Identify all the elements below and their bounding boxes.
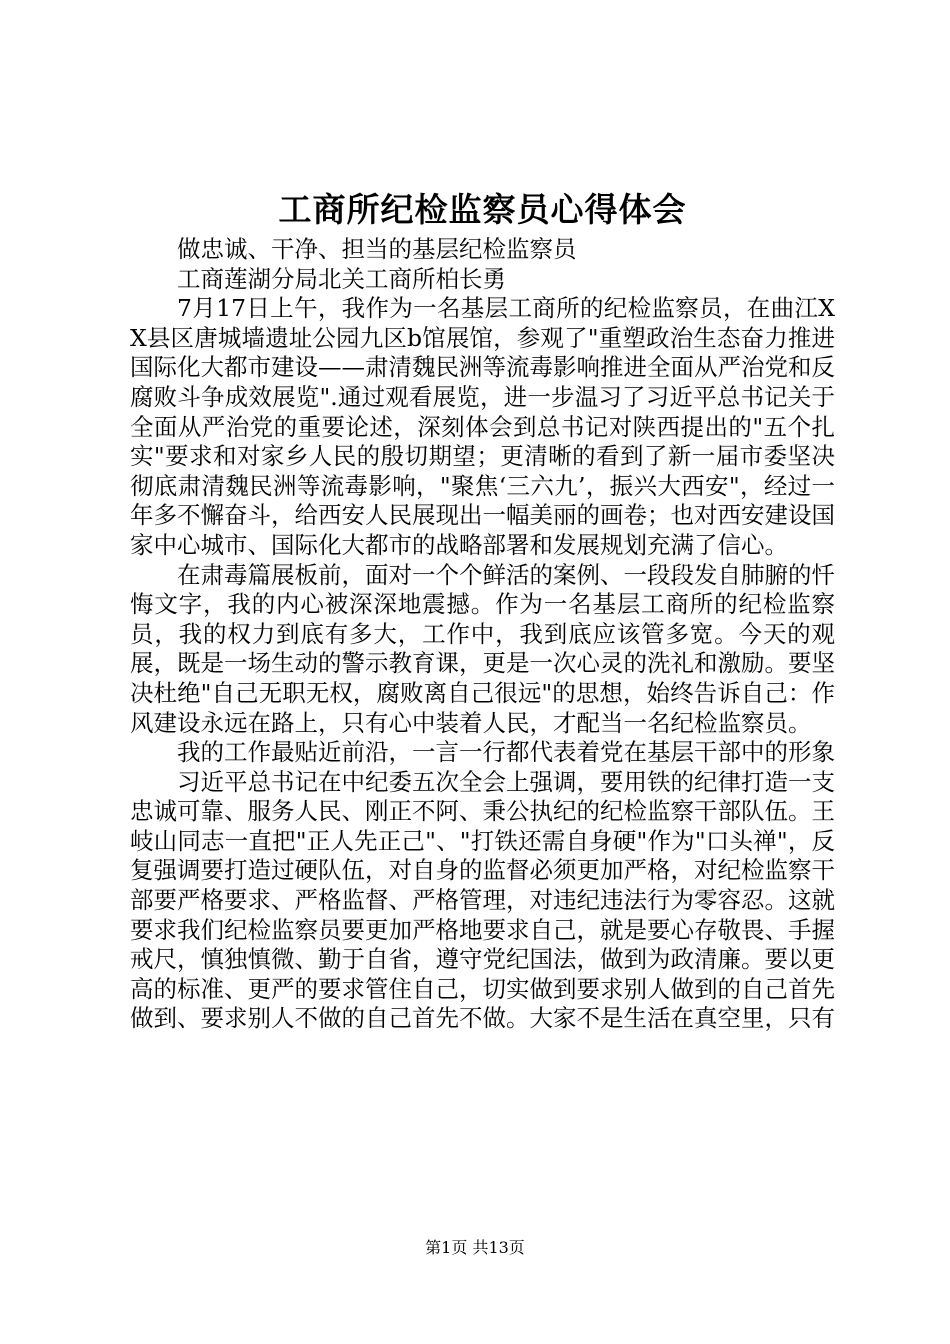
author-line: 工商莲湖分局北关工商所柏长勇	[177, 264, 506, 293]
body-paragraph: 7月17日上午，我作为一名基层工商所的纪检监察员，在曲江XX县区唐城墙遗址公园九区b馆展馆，参观了"重塑政治生态奋力推进国际化大都市建设——肃清魏民洲等流毒影响推进全面从严治党和反腐败斗争成效展览".通过观看展览，进一步温习了习近平总书记关于全面从严治党的重要论述，深刻体会到总书记对陕西提出的"五个扎实"要求和对家乡人民的殷切期望；更清晰的看到了新一届市委坚决彻底肃清魏民洲等流毒影响，"聚焦‘三六九’，振兴大西安"，经过一年多不懈奋斗，给西安人民展现出一幅美丽的画卷；也对西安建设国家中心城市、国际化大都市的战略部署和发展规划充满了信心。	[130, 294, 835, 559]
page-footer: 第1页 共13页	[425, 1238, 525, 1257]
subtitle-paragraph: 做忠诚、干净、担当的基层纪检监察员	[177, 235, 577, 263]
document-body	[130, 235, 835, 1034]
document-title: 工商所纪检监察员心得体会	[278, 190, 687, 229]
section-heading: 我的工作最贴近前沿，一言一行都代表着党在基层干部中的形象	[177, 738, 835, 767]
body-paragraph: 习近平总书记在中纪委五次全会上强调，要用铁的纪律打造一支忠诚可靠、服务人民、刚正不阿、秉公执纪的纪检监察干部队伍。王岐山同志一直把"正人先正己"、"打铁还需自身硬"作为"口头禅"，反复强调要打造过硬队伍，对自身的监督必须更加严格，对纪检监察干部要严格要求、严格监督、严格管理，对违纪违法行为零容忍。这就要求我们纪检监察员要更加严格地要求自己，就是要心存敬畏、手握戒尺，慎独慎微、勤于自省，遵守党纪国法，做到为政清廉。要以更高的标准、更严的要求管住自己，切实做到要求别人做到的自己首先做到、要求别人不做的自己首先不做。大家不是生活在真空里，只有	[130, 767, 835, 1033]
body-paragraph: 在肃毒篇展板前，面对一个个鲜活的案例、一段段发自肺腑的忏悔文字，我的内心被深深地震撼。作为一名基层工商所的纪检监察员，我的权力到底有多大，工作中，我到底应该管多宽。今天的观展，既是一场生动的警示教育课，更是一次心灵的洗礼和激励。要坚决杜绝"自己无职无权，腐败离自己很远"的思想，始终告诉自己：作风建设永远在路上，只有心中装着人民，才配当一名纪检监察员。	[130, 560, 835, 737]
document-page	[130, 0, 835, 1344]
